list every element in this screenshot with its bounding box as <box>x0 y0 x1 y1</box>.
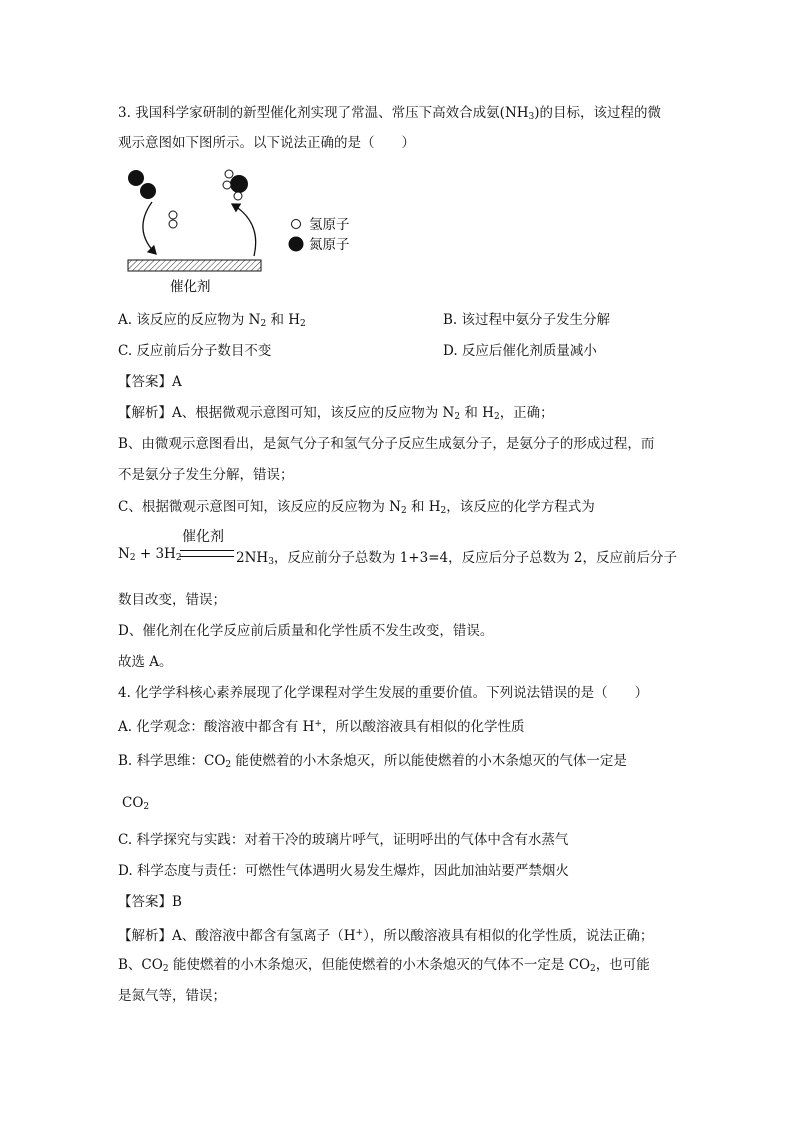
option-text: ，所以酸溶液具有相似的化学性质 <box>321 719 525 735</box>
q4-explanation-line1 <box>118 923 653 946</box>
arrow-down-icon <box>143 202 156 254</box>
q3-explanation-line4 <box>118 497 595 521</box>
hydrogen-atom-icon <box>223 181 231 189</box>
subscript: 2 <box>300 319 306 329</box>
legend-nitrogen-label: 氮原子 <box>309 237 350 253</box>
hydrogen-atom-icon <box>225 170 233 178</box>
equation-equals-sign <box>180 550 234 557</box>
option-text: A. 化学观念：酸溶液中都含有 H <box>118 719 315 735</box>
equation-text: ，反应前分子总数为 1+3=4，反应后分子总数为 2，反应前后分子 <box>273 550 677 566</box>
subscript: 3 <box>268 557 274 567</box>
nitrogen-atom-icon <box>128 170 144 186</box>
option-text: 能使燃着的小木条熄灭，所以能使燃着的小木条熄灭的气体一定是 <box>231 753 627 769</box>
subscript: 2 <box>440 506 447 516</box>
micro-diagram-svg <box>118 166 378 296</box>
q4-answer: 【答案】B <box>118 894 182 910</box>
subscript: 2 <box>175 553 182 563</box>
nitrogen-atom-icon <box>230 175 248 193</box>
hydrogen-atom-icon <box>169 220 177 228</box>
superscript: + <box>355 928 364 938</box>
subscript: 3 <box>528 112 535 122</box>
q3-stem-line1 <box>118 103 661 127</box>
q4-explanation-line3: 是氮气等，错误； <box>118 988 226 1004</box>
option-text: 和 H <box>266 312 301 328</box>
equation-catalyst-label: 催化剂 <box>182 529 224 545</box>
q3-explanation-line3: 不是氨分子发生分解，错误； <box>118 467 294 483</box>
catalyst-label: 催化剂 <box>170 279 211 295</box>
q4-option-b <box>118 751 627 775</box>
hydrogen-atom-icon <box>234 192 242 200</box>
nitrogen-atom-icon <box>140 183 156 199</box>
option-text: A. 该反应的反应物为 N <box>118 312 261 328</box>
explanation-text: ，也可能 <box>595 957 650 973</box>
equation-text: N <box>118 546 130 562</box>
subscript: 2 <box>493 412 500 422</box>
equation-text: 2NH <box>236 550 269 566</box>
q3-stem-text: )的目标，该过程的微 <box>534 105 662 121</box>
q4-option-a <box>118 714 524 737</box>
equation-text: + 3H <box>135 546 176 562</box>
subscript: 2 <box>225 760 232 770</box>
chemical-equation <box>118 526 678 570</box>
q3-conclusion: 故选 A。 <box>118 654 173 670</box>
q3-option-a <box>118 310 306 334</box>
catalyst-surface <box>128 260 261 271</box>
explanation-text: ，正确； <box>499 405 554 421</box>
q3-option-c: C. 反应前后分子数目不变 <box>118 343 272 359</box>
subscript: 2 <box>454 412 461 422</box>
q3-stem-text: 3. 我国科学家研制的新型催化剂实现了常温、常压下高效合成氨(NH <box>118 105 529 121</box>
explanation-text: 和 H <box>406 499 441 515</box>
option-text: CO <box>122 795 144 811</box>
legend-hydrogen-label: 氢原子 <box>309 217 350 233</box>
hydrogen-legend-icon <box>292 220 301 229</box>
q3-explanation-line5: 数目改变，错误； <box>118 592 226 608</box>
q3-option-d: D. 反应后催化剂质量减小 <box>443 343 597 359</box>
explanation-text: 【解析】A、酸溶液中都含有氢离子（H <box>118 928 356 944</box>
explanation-text: 能使燃着的小木条熄灭，但能使燃着的小木条熄灭的气体不一定是 CO <box>168 957 591 973</box>
q4-option-c: C. 科学探究与实践：对着干冷的玻璃片呼气，证明呼出的气体中含有水蒸气 <box>118 832 569 848</box>
nitrogen-legend-icon <box>289 237 304 252</box>
explanation-text: 和 H <box>460 405 494 421</box>
equation-reactants <box>118 546 182 563</box>
subscript: 2 <box>162 964 169 974</box>
subscript: 2 <box>129 553 136 563</box>
option-text: B. 科学思维：CO <box>118 753 226 769</box>
q4-stem: 4. 化学学科核心素养展现了化学课程对学生发展的重要价值。下列说法错误的是（ ） <box>118 685 649 701</box>
superscript: + <box>314 719 322 729</box>
subscript: 2 <box>400 506 407 516</box>
q3-explanation-line1 <box>118 403 554 427</box>
q4-option-b-continued <box>122 793 149 817</box>
subscript: 2 <box>260 319 267 329</box>
explanation-text: B、CO <box>118 957 163 973</box>
subscript: 2 <box>143 802 150 812</box>
explanation-text: ，该反应的化学方程式为 <box>446 499 595 515</box>
q4-option-d: D. 科学态度与责任：可燃性气体遇明火易发生爆炸，因此加油站要严禁烟火 <box>118 863 569 879</box>
micro-diagram <box>118 166 378 296</box>
subscript: 2 <box>590 964 596 974</box>
hydrogen-atom-icon <box>169 211 177 219</box>
arrow-up-icon <box>232 204 256 256</box>
q3-option-b: B. 该过程中氨分子发生分解 <box>443 312 611 328</box>
q3-explanation-line2: B、由微观示意图看出，是氮气分子和氢气分子反应生成氨分子，是氨分子的形成过程，而 <box>118 436 655 452</box>
q4-explanation-line2 <box>118 955 650 979</box>
q3-answer: 【答案】A <box>118 374 182 390</box>
q3-stem-line2: 观示意图如下图所示。以下说法正确的是（ ） <box>118 135 415 151</box>
explanation-text: 【解析】A、根据微观示意图可知，该反应的反应物为 N <box>118 405 455 421</box>
equation-products <box>236 546 677 567</box>
explanation-text: ），所以酸溶液具有相似的化学性质，说法正确； <box>363 928 654 944</box>
explanation-text: C、根据微观示意图可知，该反应的反应物为 N <box>118 499 401 515</box>
q3-explanation-line6: D、催化剂在化学反应前后质量和化学性质不发生改变，错误。 <box>118 623 494 639</box>
